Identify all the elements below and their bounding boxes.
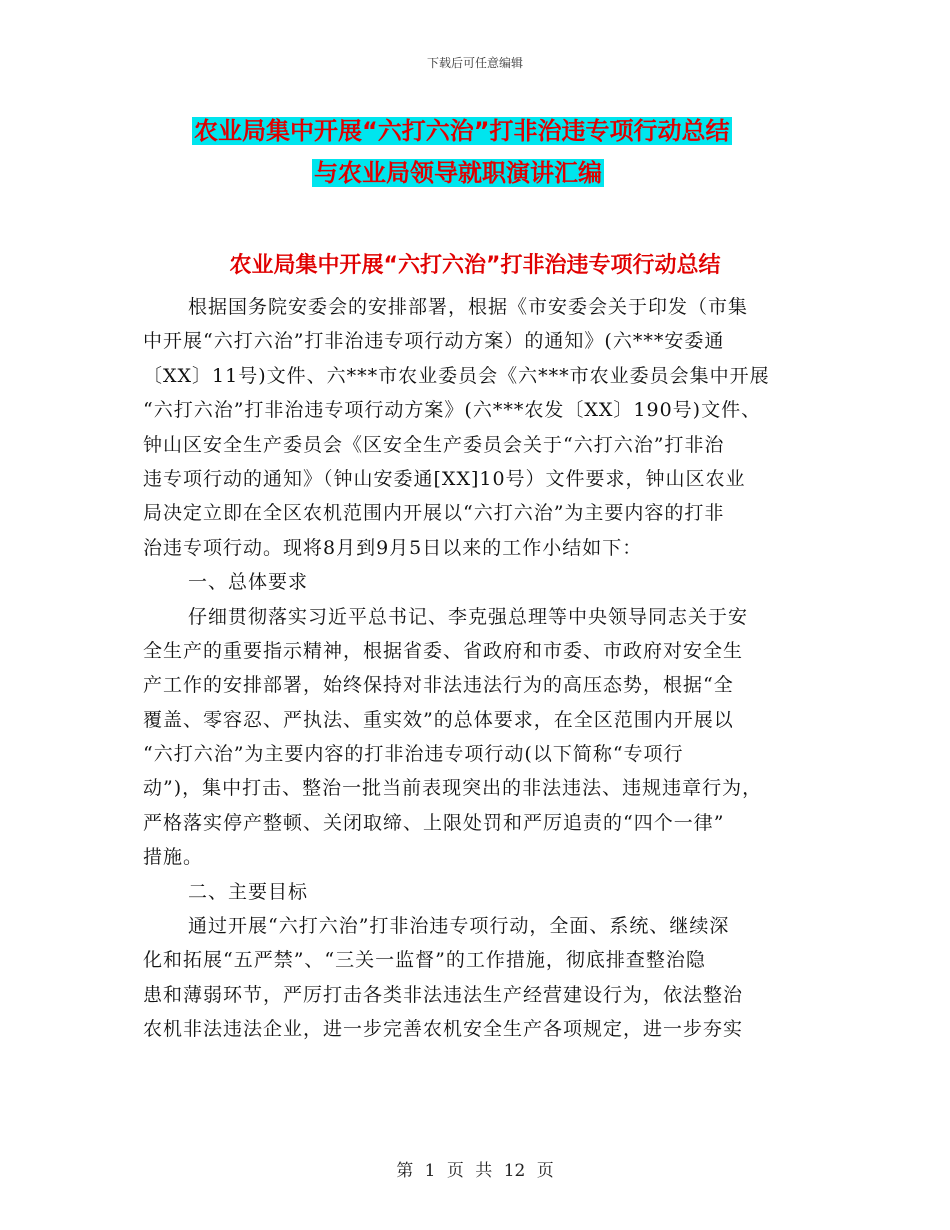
body-line: 覆盖、零容忍、严执法、重实效”的总体要求，在全区范围内开展以 <box>143 708 734 731</box>
body-line: 动”)，集中打击、整治一批当前表现突出的非法违法、违规违章行为， <box>143 777 763 800</box>
body-line: 患和薄弱环节，严厉打击各类非法违法生产经营建设行为，依法整治 <box>143 983 744 1006</box>
heading-main-goals: 二、主要目标 <box>188 880 309 903</box>
page-header-note: 下载后可任意编辑 <box>426 56 523 70</box>
body-line: 钟山区安全生产委员会《区安全生产委员会关于“六打六治”打非治 <box>143 433 725 456</box>
body-line: 中开展“六打六治”打非治违专项行动方案）的通知》(六***安委通 <box>143 330 725 353</box>
body-line: 严格落实停产整顿、关闭取缔、上限处罚和严厉追责的“四个一律” <box>143 811 725 834</box>
body-line: 根据国务院安委会的安排部署，根据《市安委会关于印发（市集 <box>188 296 749 318</box>
section-title: 农业局集中开展“六打六治”打非治违专项行动总结 <box>229 253 721 278</box>
body-line: 产工作的安排部署，始终保持对非法违法行为的高压态势，根据“全 <box>143 674 734 697</box>
body-line: 仔细贯彻落实习近平总书记、李克强总理等中央领导同志关于安 <box>188 605 749 628</box>
document-title-line-2 <box>312 156 604 190</box>
body-line: 措施。 <box>143 846 204 869</box>
document-body <box>143 290 815 1047</box>
body-line: 全生产的重要指示精神，根据省委、省政府和市委、市政府对安全生 <box>143 639 744 662</box>
page-footer-pagination: 第 1 页 共 12 页 <box>396 1161 554 1181</box>
body-line: “六打六治”打非治违专项行动方案》(六***农发〔XX〕190号)文件、 <box>143 399 762 422</box>
body-line: “六打六治”为主要内容的打非治违专项行动(以下简称“专项行 <box>143 743 684 766</box>
highlighted-title-text-2: 与农业局领导就职演讲汇编 <box>314 159 602 187</box>
document-title-line-1 <box>192 114 732 148</box>
highlighted-title-text-1: 农业局集中开展“六打六治”打非治违专项行动总结 <box>194 117 730 145</box>
body-line: 〔XX〕11号)文件、六***市农业委员会《六***市农业委员会集中开展 <box>143 364 770 387</box>
body-line: 化和拓展“五严禁”、“三关一监督”的工作措施，彻底排查整治隐 <box>143 949 706 972</box>
body-line: 农机非法违法企业，进一步完善农机安全生产各项规定，进一步夯实 <box>143 1018 744 1041</box>
heading-overall-requirements: 一、总体要求 <box>188 571 309 594</box>
body-line: 治违专项行动。现将8月到9月5日以来的工作小结如下： <box>143 536 643 559</box>
body-line: 通过开展“六打六治”打非治违专项行动，全面、系统、继续深 <box>188 915 730 938</box>
body-line: 违专项行动的通知》（钟山安委通[XX]10号）文件要求，钟山区农业 <box>143 467 746 490</box>
body-line: 局决定立即在全区农机范围内开展以“六打六治”为主要内容的打非 <box>143 502 725 525</box>
